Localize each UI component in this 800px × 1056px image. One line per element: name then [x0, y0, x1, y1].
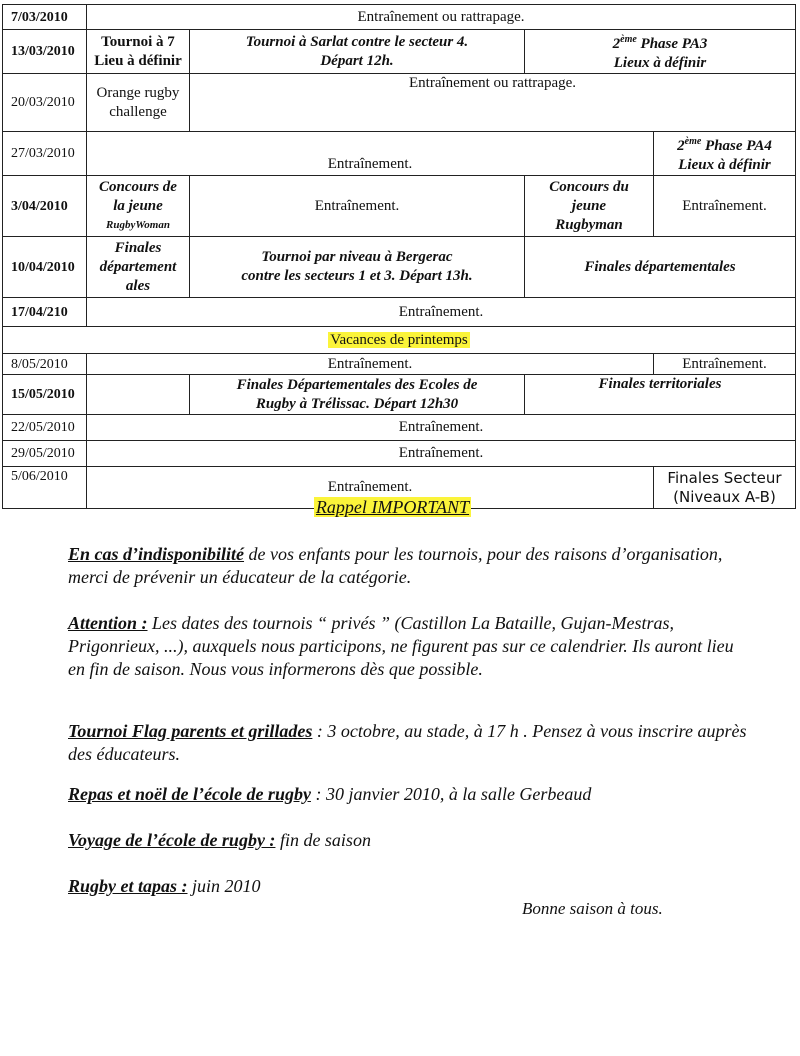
activity-cell: Entraînement.	[87, 354, 654, 375]
phase-sup: ème	[684, 136, 702, 147]
activity-cell: Entraînement.	[87, 298, 796, 327]
note-text: Les dates des tournois “ privés ” (Castillon La Bataille, Gujan-Mestras, Prigonrieux, ...), auxquels nous participons, ne figurent pas sur ce calendrier. Ils auront lieu en fin de saison. Nous vous informerons dès que possible.	[68, 613, 734, 679]
activity-cell: Entraînement.	[654, 176, 796, 237]
activity-cell: Entraînement ou rattrapage.	[87, 5, 796, 30]
activity-cell: Finales départementales	[525, 237, 796, 298]
cell-line: challenge	[109, 103, 167, 120]
activity-cell: Entraînement.	[654, 354, 796, 375]
phase-number: 2	[612, 36, 621, 52]
table-row	[3, 132, 796, 176]
note-text: : 30 janvier 2010, à la salle Gerbeaud	[310, 784, 592, 804]
table-row	[3, 298, 796, 327]
table-row	[3, 176, 796, 237]
note-text: de vos enfants pour les tournois, pour des raisons d’organisation, merci de prévenir un éducateur de la catégorie.	[68, 544, 723, 587]
note-title: Attention :	[68, 613, 148, 633]
activity-cell	[87, 237, 190, 298]
activity-cell: Entraînement.	[87, 467, 654, 509]
cell-line: contre les secteurs 1 et 3. Départ 13h.	[241, 268, 473, 284]
activity-cell	[87, 30, 190, 74]
cell-line: (Niveaux A-B)	[673, 487, 776, 506]
cell-line: Orange rugby	[96, 84, 180, 101]
date-cell: 27/03/2010	[3, 132, 87, 176]
note-title: En cas d’indisponibilité	[68, 544, 245, 564]
activity-cell	[525, 176, 654, 237]
cell-line: Rugbyman	[555, 216, 623, 233]
cell-line: la jeune	[113, 197, 163, 214]
table-row	[3, 415, 796, 441]
table-row	[3, 327, 796, 354]
cell-line: RugbyWoman	[106, 218, 170, 231]
note-title: Voyage de l’école de rugby :	[68, 830, 276, 850]
cell-line: Finales	[114, 239, 162, 256]
cell-line: Lieux à définir	[613, 55, 707, 71]
cell-line: Tournoi à 7	[101, 33, 175, 50]
table-row	[3, 441, 796, 467]
cell-line: jeune	[571, 197, 607, 214]
table-row	[3, 375, 796, 415]
holiday-cell	[3, 327, 796, 354]
table-row	[3, 30, 796, 74]
activity-cell	[87, 74, 190, 132]
note-title: Rugby et tapas :	[68, 876, 188, 896]
date-cell: 3/04/2010	[3, 176, 87, 237]
note-paragraph	[68, 829, 748, 852]
activity-cell: Entraînement ou rattrapage.	[190, 74, 796, 132]
activity-cell	[87, 176, 190, 237]
phase-text: Phase PA3	[636, 36, 708, 52]
note-paragraph	[68, 543, 748, 589]
note-title: Repas et noël de l’école de rugby	[68, 784, 311, 804]
date-cell: 29/05/2010	[3, 441, 87, 467]
table-row	[3, 354, 796, 375]
activity-cell	[190, 30, 525, 74]
cell-line: Concours de	[99, 178, 177, 195]
phase-sup: ème	[620, 34, 637, 45]
note-text: : 3 octobre, au stade, à 17 h . Pensez à vous inscrire auprès des éducateurs.	[68, 721, 747, 764]
activity-cell	[654, 132, 796, 176]
table-row	[3, 5, 796, 30]
cell-line: département	[99, 258, 177, 275]
date-cell: 17/04/210	[3, 298, 87, 327]
table-row	[3, 74, 796, 132]
date-cell: 7/03/2010	[3, 5, 87, 30]
date-cell: 5/06/2010	[3, 467, 87, 509]
note-text: juin 2010	[187, 876, 261, 896]
activity-cell	[190, 237, 525, 298]
cell-line: Départ 12h.	[320, 52, 394, 69]
note-text: fin de saison	[275, 830, 371, 850]
table-row	[3, 237, 796, 298]
cell-line: Rugby à Trélissac. Départ 12h30	[255, 395, 459, 412]
note-paragraph	[68, 720, 748, 766]
date-cell: 13/03/2010	[3, 30, 87, 74]
cell-line: Finales Secteur	[667, 468, 782, 487]
cell-line: Lieux à définir	[678, 157, 771, 173]
note-paragraph	[68, 875, 748, 898]
activity-cell	[525, 30, 796, 74]
cell-line	[657, 132, 792, 156]
date-cell: 8/05/2010	[3, 354, 87, 375]
activity-cell: Entraînement.	[87, 441, 796, 467]
cell-line: Concours du	[549, 178, 629, 195]
activity-cell: Finales territoriales	[525, 375, 796, 415]
activity-cell: Entraînement.	[87, 132, 654, 176]
date-cell: 22/05/2010	[3, 415, 87, 441]
note-paragraph	[68, 783, 748, 806]
cell-line: Lieu à définir	[94, 52, 182, 69]
holiday-label: Vacances de printemps	[330, 331, 468, 348]
date-cell: 20/03/2010	[3, 74, 87, 132]
cell-line: Finales Départementales des Ecoles de	[236, 376, 478, 393]
activity-cell	[190, 375, 525, 415]
closing-text: Bonne saison à tous.	[522, 899, 663, 918]
schedule-table	[2, 4, 796, 509]
cell-line: ales	[125, 277, 151, 294]
date-cell: 10/04/2010	[3, 237, 87, 298]
activity-cell	[87, 375, 190, 415]
phase-number: 2	[677, 138, 685, 154]
date-cell: 15/05/2010	[3, 375, 87, 415]
note-paragraph	[68, 612, 748, 681]
cell-line: Tournoi par niveau à Bergerac	[261, 249, 453, 265]
activity-cell: Entraînement.	[190, 176, 525, 237]
rappel-heading: Rappel IMPORTANT	[315, 497, 470, 517]
activity-cell: Entraînement.	[87, 415, 796, 441]
cell-line: Tournoi à Sarlat contre le secteur 4.	[245, 33, 469, 50]
note-title: Tournoi Flag parents et grillades	[68, 721, 313, 741]
cell-line	[528, 30, 792, 54]
phase-text: Phase PA4	[701, 138, 772, 154]
